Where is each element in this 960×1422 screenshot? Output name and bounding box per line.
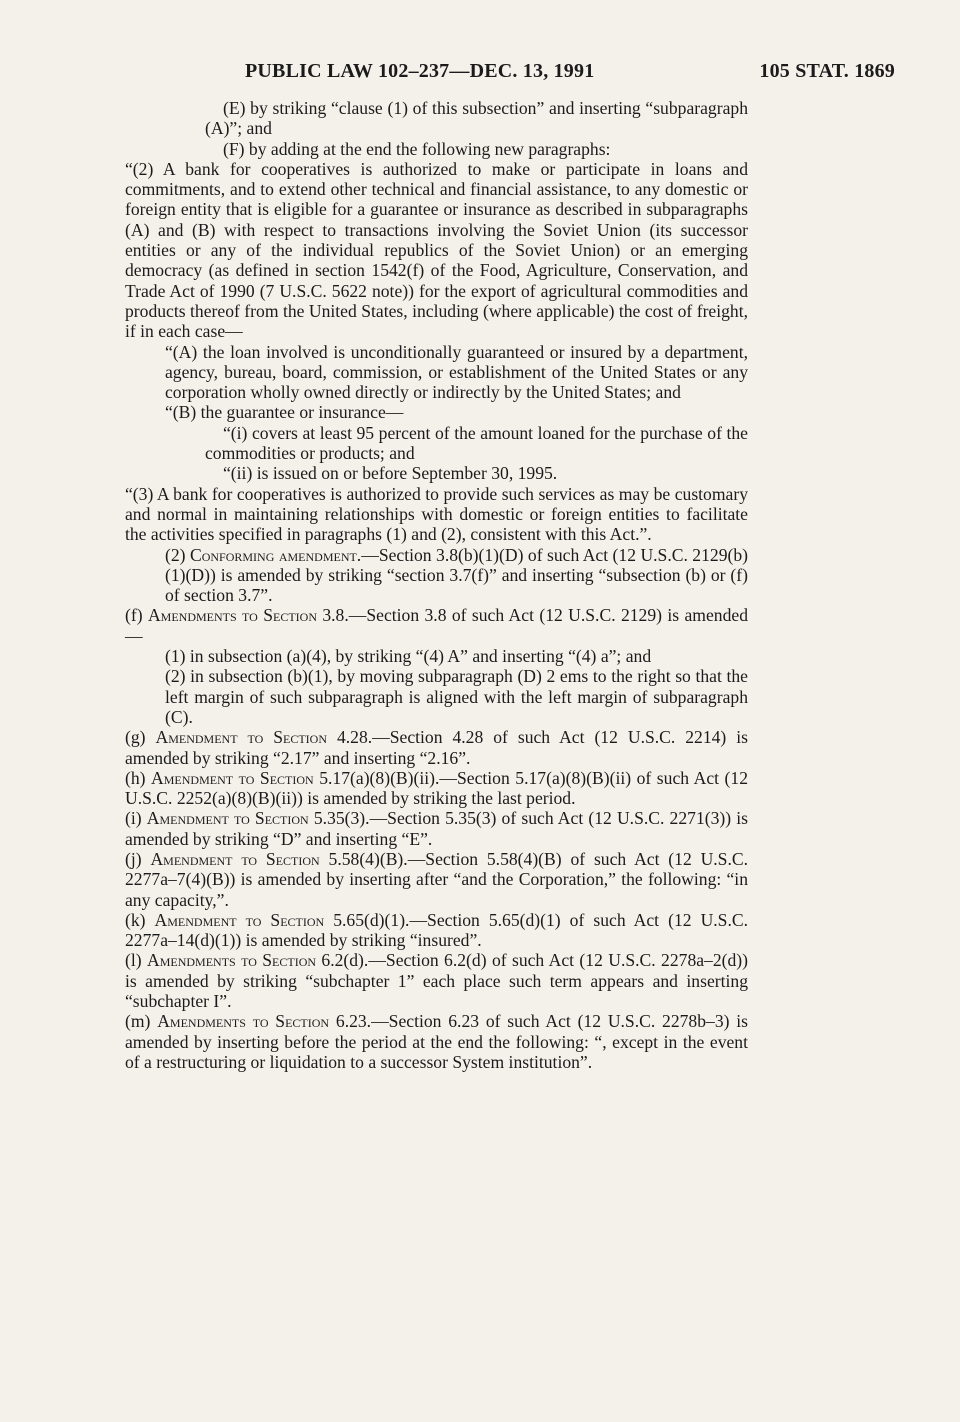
conforming-heading: Conforming amendment. — [189, 544, 362, 565]
para-3 — [125, 484, 748, 545]
para-3-text: “(3) A bank for cooperatives is authorized to provide such services as may be customary and normal in maintaining relationships with domestic or foreign entities to facilitate the activities specified in paragraphs (1) and (2), consistent with this Act.”. — [125, 483, 748, 545]
section-j — [125, 849, 748, 910]
para-ii — [125, 463, 748, 483]
section-h — [125, 768, 748, 809]
header-stat-page: 105 STAT. 1869 — [759, 60, 895, 82]
section-j-num: (j) — [125, 848, 142, 869]
para-B — [125, 402, 748, 422]
section-f-item-1 — [125, 646, 748, 666]
section-m-num: (m) — [125, 1011, 151, 1032]
section-h-num: (h) — [125, 767, 146, 788]
section-g-heading: Amendment to Section 4.28. — [155, 727, 373, 748]
para-2 — [125, 159, 748, 342]
section-f-text: —Section 3.8 of such Act (12 U.S.C. 2129) is amended— — [125, 605, 748, 646]
header-law-citation: PUBLIC LAW 102–237—DEC. 13, 1991 — [245, 60, 595, 82]
section-f-item-2 — [125, 666, 748, 727]
section-l-num: (l) — [125, 950, 142, 971]
section-k-text: 5.65(d)(1).—Section 5.65(d)(1) of such Act (12 U.S.C. 2277a–14(d)(1)) is amended by striking “insured”. — [125, 909, 749, 951]
para-A-text: “(A) the loan involved is unconditionally guaranteed or insured by a department, agency, bureau, board, commission, or establishment of the United States or any corporation wholly owned directly or indirectly by the United States; and — [165, 341, 748, 403]
section-j-heading: Amendment to Section — [150, 848, 320, 869]
section-i-num: (i) — [125, 808, 142, 829]
para-B-text: “(B) the guarantee or insurance— — [165, 402, 404, 423]
section-h-text: 5.17(a)(8)(B)(ii).—Section 5.17(a)(8)(B)(ii) of such Act (12 U.S.C. 2252(a)(8)(B)(ii)) is amended by striking the last period. — [125, 767, 748, 809]
document-body — [125, 98, 748, 1072]
para-A — [125, 342, 748, 403]
para-ii-text: “(ii) is issued on or before September 30, 1995. — [223, 463, 558, 484]
section-i-text: 5.35(3).—Section 5.35(3) of such Act (12 U.S.C. 2271(3)) is amended by striking “D” and inserting “E”. — [125, 808, 749, 849]
section-j-text: 5.58(4)(B).—Section 5.58(4)(B) of such Act (12 U.S.C. 2277a–7(4)(B)) is amended by inserting after “and the Corporation,” the following: “in any capacity,”. — [125, 848, 748, 910]
section-m — [125, 1011, 748, 1072]
section-l-heading: Amendments to Section — [147, 950, 317, 971]
conforming-text: —Section 3.8(b)(1)(D) of such Act (12 U.S.C. 2129(b)(1)(D)) is amended by striking “section 3.7(f)” and inserting “subsection (b) or (f) of section 3.7”. — [165, 544, 749, 606]
para-i-text: “(i) covers at least 95 percent of the amount loaned for the purchase of the commodities or products; and — [205, 422, 748, 464]
para-i — [125, 423, 748, 464]
section-f — [125, 605, 748, 646]
section-f-heading: Amendments to Section 3.8. — [147, 605, 349, 626]
conforming-amendment — [125, 545, 748, 606]
section-i — [125, 808, 748, 849]
section-g-num: (g) — [125, 727, 146, 748]
para-E — [125, 98, 748, 139]
section-f-item-1-text: (1) in subsection (a)(4), by striking “(4) A” and inserting “(4) a”; and — [165, 646, 652, 667]
section-f-item-2-text: (2) in subsection (b)(1), by moving subparagraph (D) 2 ems to the right so that the left margin of such subparagraph is aligned with the left margin of subparagraph (C). — [165, 666, 748, 727]
para-F-text: (F) by adding at the end the following new paragraphs: — [223, 138, 611, 159]
conforming-num: (2) — [165, 544, 186, 565]
section-k — [125, 910, 748, 951]
section-l-text: 6.2(d).—Section 6.2(d) of such Act (12 U.S.C. 2278a–2(d)) is amended by striking “subchapter 1” each place such term appears and inserting “subchapter I”. — [125, 950, 749, 1012]
section-k-heading: Amendment to Section — [154, 909, 325, 930]
section-g — [125, 727, 748, 768]
page-header — [125, 60, 895, 90]
section-i-heading: Amendment to Section — [146, 808, 309, 829]
para-E-text: (E) by striking “clause (1) of this subsection” and inserting “subparagraph (A)”; and — [205, 98, 748, 139]
section-k-num: (k) — [125, 909, 146, 930]
section-f-num: (f) — [125, 605, 143, 626]
section-m-text: 6.23.—Section 6.23 of such Act (12 U.S.C. 2278b–3) is amended by inserting before the period at the end the following: “, except in the event of a restructuring or liquidation to a successor System institution”. — [125, 1011, 749, 1072]
section-h-heading: Amendment to Section — [151, 767, 314, 788]
para-F — [125, 139, 748, 159]
para-2-text: “(2) A bank for cooperatives is authorized to make or participate in loans and commitments, and to extend other technical and financial assistance, to any domestic or foreign entity that is eligible for a guarantee or insurance as described in subparagraphs (A) and (B) with respect to transactions involving the Soviet Union (its successor entities or any of the individual republics of the Soviet Union) or an emerging democracy (as defined in section 1542(f) of the Food, Agriculture, Conservation, and Trade Act of 1990 (7 U.S.C. 5622 note)) for the export of agricultural commodities and products thereof from the United States, including (where applicable) the cost of freight, if in each case— — [125, 158, 748, 342]
section-l — [125, 950, 748, 1011]
section-m-heading: Amendments to Section — [157, 1011, 330, 1032]
section-g-text: —Section 4.28 of such Act (12 U.S.C. 2214) is amended by striking “2.17” and inserting “2.16”. — [125, 727, 748, 768]
